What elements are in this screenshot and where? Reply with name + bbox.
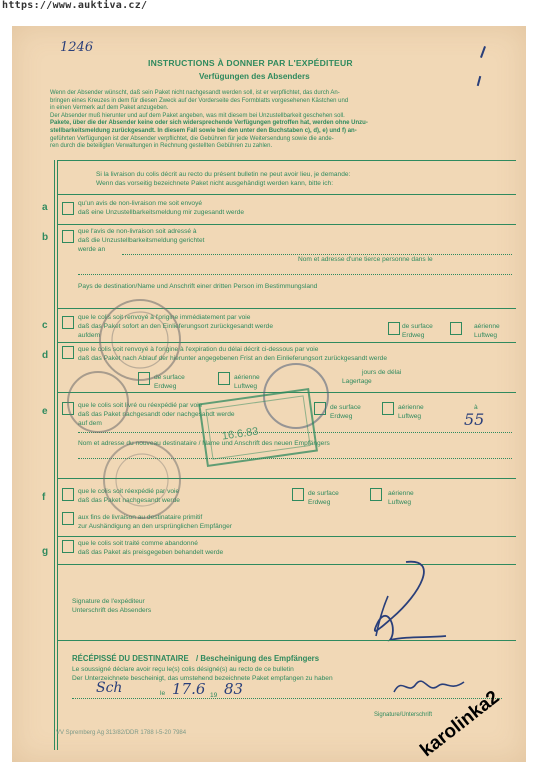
receipt-line-de: Der Unterzeichnete bescheinigt, das umstehend bezeichnete Paket empfangen zu haben — [72, 675, 333, 682]
intro-line: Der Absender muß hierunter und auf dem Paket angeben, was mit diesem bei Unzustellbarkeit geschehen soll. — [50, 112, 345, 119]
section-a-de: daß eine Unzustellbarkeitsmeldung mir zugesandt werde — [78, 209, 245, 216]
receipt-year-prefix: 19 — [210, 692, 218, 699]
section-f-line: que le colis soit réexpédié par voie — [78, 488, 180, 495]
handwritten-signature — [348, 552, 454, 648]
section-letter-d: d — [42, 350, 49, 361]
form-sheet — [12, 26, 526, 762]
fill-line — [122, 254, 512, 255]
section-d-store: Lagertage — [342, 378, 372, 385]
printer-imprint: VV Spremberg Ag 313/82/DDR 1788 I-5-20 7984 — [56, 730, 187, 736]
section-f-line: aux fins de livraison au destinataire primitif — [78, 514, 203, 521]
rule — [58, 160, 516, 161]
handwritten-numeral: 55 — [464, 410, 485, 429]
section-d-fr: que le colis soit renvoyé à l'origine à l'expiration du délai décrit ci-dessous par voie — [78, 346, 319, 353]
section-c-line: aufdem — [78, 332, 100, 339]
handwritten-place: Sch — [96, 680, 123, 696]
option-luftweg: Luftweg — [388, 499, 412, 506]
section-e-name: Nom et adresse du nouveau destinataire / Name und Anschrift des neuen Empfängers — [78, 440, 330, 447]
section-letter-f: f — [42, 492, 46, 503]
section-letter-b: b — [42, 232, 49, 243]
section-d-days: jours de délai — [362, 369, 402, 376]
checkbox-a[interactable] — [62, 202, 74, 215]
intro-line: in einen Vermerk auf dem Paket anzugeben. — [50, 105, 169, 112]
section-e-note: à — [474, 404, 478, 411]
url-banner: https://www.auktiva.cz/ — [2, 0, 148, 11]
section-d-de: daß das Paket nach Ablauf der hierunter angegebenen Frist an den Einlieferungsort zurückgesandt werde — [78, 355, 388, 362]
rule — [58, 640, 516, 641]
section-b-line: que l'avis de non-livraison soit adressé à — [78, 228, 197, 235]
option-aerienne: aérienne — [388, 490, 414, 497]
rule — [58, 194, 516, 195]
checkbox-c-surface[interactable] — [388, 322, 400, 335]
option-luftweg: Luftweg — [474, 332, 498, 339]
section-letter-c: c — [42, 320, 48, 331]
option-surface: de surface — [330, 404, 361, 411]
receiver-signature — [390, 672, 470, 700]
watermark-text: karolinka2 — [416, 686, 504, 762]
rule — [58, 224, 516, 225]
option-aerienne: aérienne — [474, 323, 500, 330]
section-b-line: werde an — [78, 246, 106, 253]
form-title: INSTRUCTIONS À DONNER PAR L'EXPÉDITEUR — [148, 58, 353, 68]
intro-line: bringen eines Kreuzes in dem für diesen Zweck auf der Vorderseite des Formblatts vorgesehenen Kästchen und — [50, 97, 349, 104]
option-erdweg: Erdweg — [308, 499, 331, 506]
receipt-title-fr: RÉCÉPISSÉ DU DESTINATAIRE — [72, 654, 189, 663]
lead-fr: Si la livraison du colis décrit au recto du présent bulletin ne peut avoir lieu, je demande: — [96, 171, 351, 178]
checkbox-c-air[interactable] — [450, 322, 462, 335]
option-surface: de surface — [402, 323, 433, 330]
section-letter-g: g — [42, 546, 49, 557]
receipt-title-de: / Bescheinigung des Empfängers — [196, 654, 320, 663]
lead-de: Wenn das vorseitig bezeichnete Paket nicht ausgehändigt werden kann, bitte ich: — [96, 180, 334, 187]
corner-number: 1246 — [60, 40, 94, 55]
section-c-line: daß das Paket sofort an den Einlieferungsort zurückgesandt werde — [78, 323, 273, 330]
section-e-line: que le colis soit livré ou réexpédié par voie — [78, 402, 203, 409]
intro-line: stellbarkeitsmeldung zurückgesandt. In diesem Fall sowie bei den unter den Buchstaben c), d), e) und f) an- — [50, 127, 357, 134]
section-f-line: zur Aushändigung an den ursprünglichen Empfänger — [78, 523, 232, 530]
signature-label-de: Unterschrift des Absenders — [72, 607, 152, 614]
option-erdweg: Erdweg — [402, 332, 425, 339]
intro-line: ren durch die beteiligten Verwaltungen in Rechnung gestellten Gebühren zu zahlen. — [50, 143, 273, 150]
checkbox-e-air[interactable] — [382, 402, 394, 415]
section-b-line: daß die Unzustellbarkeitsmeldung gerichtet — [78, 237, 205, 244]
checkbox-b[interactable] — [62, 230, 74, 243]
option-surface: de surface — [308, 490, 339, 497]
handwritten-year: 83 — [224, 680, 244, 698]
intro-line: Wenn der Absender wünscht, daß sein Paket nicht nachgesandt werden soll, ist er verpflichtet, das durch An- — [50, 90, 340, 96]
pen-mark-2 — [477, 76, 482, 86]
receipt-line-fr: Le soussigné déclare avoir reçu le(s) colis désigné(s) au recto de ce bulletin — [72, 666, 294, 673]
pen-mark — [480, 46, 486, 58]
form-subtitle: Verfügungen des Absenders — [199, 72, 310, 81]
section-c-line: que le colis soit renvoyé à l'origine immédiatement par voie — [78, 314, 251, 321]
receipt-le: le — [160, 690, 166, 697]
section-e-line: daß das Paket nachgesandt oder nachgesandt werde — [78, 411, 235, 418]
section-letter-a: a — [42, 202, 48, 213]
option-surface: de surface — [154, 374, 185, 381]
section-e-line: auf dem — [78, 420, 102, 427]
option-aerienne: aérienne — [398, 404, 424, 411]
stamp-date: 16.6.83 — [221, 425, 260, 443]
section-g-de: daß das Paket als preisgegeben behandelt werde — [78, 549, 224, 556]
section-f-line: daß das Paket nachgesandt werde — [78, 497, 180, 504]
option-erdweg: Erdweg — [154, 383, 177, 390]
intro-line: geführten Verfügungen ist der Absender verpflichtet, die Gebühren für jede Weitersendung sowie die ande- — [50, 135, 334, 142]
section-b-name: Nom et adresse d'une tierce personne dans le — [298, 256, 433, 263]
section-a-fr: qu'un avis de non-livraison me soit envoyé — [78, 200, 203, 207]
receipt-signature-label: Signature/Unterschrift — [374, 712, 433, 718]
option-luftweg: Luftweg — [398, 413, 422, 420]
section-letter-e: e — [42, 406, 48, 417]
intro-line: Pakete, über die der Absender keine oder sich widersprechende Verfügungen getroffen hat, werden ohne Unzu- — [50, 120, 368, 127]
section-b-country: Pays de destination/Name und Anschrift einer dritten Person im Bestimmungsland — [78, 283, 318, 290]
option-luftweg: Luftweg — [234, 383, 258, 390]
option-erdweg: Erdweg — [330, 413, 353, 420]
rule — [58, 536, 516, 537]
signature-label-fr: Signature de l'expéditeur — [72, 598, 145, 605]
option-aerienne: aérienne — [234, 374, 260, 381]
intro-text — [50, 90, 368, 151]
checkbox-g[interactable] — [62, 540, 74, 553]
postmark-stamps — [52, 266, 372, 526]
handwritten-date: 17.6 — [172, 680, 206, 698]
section-g-fr: que le colis soit traité comme abandonné — [78, 540, 198, 547]
